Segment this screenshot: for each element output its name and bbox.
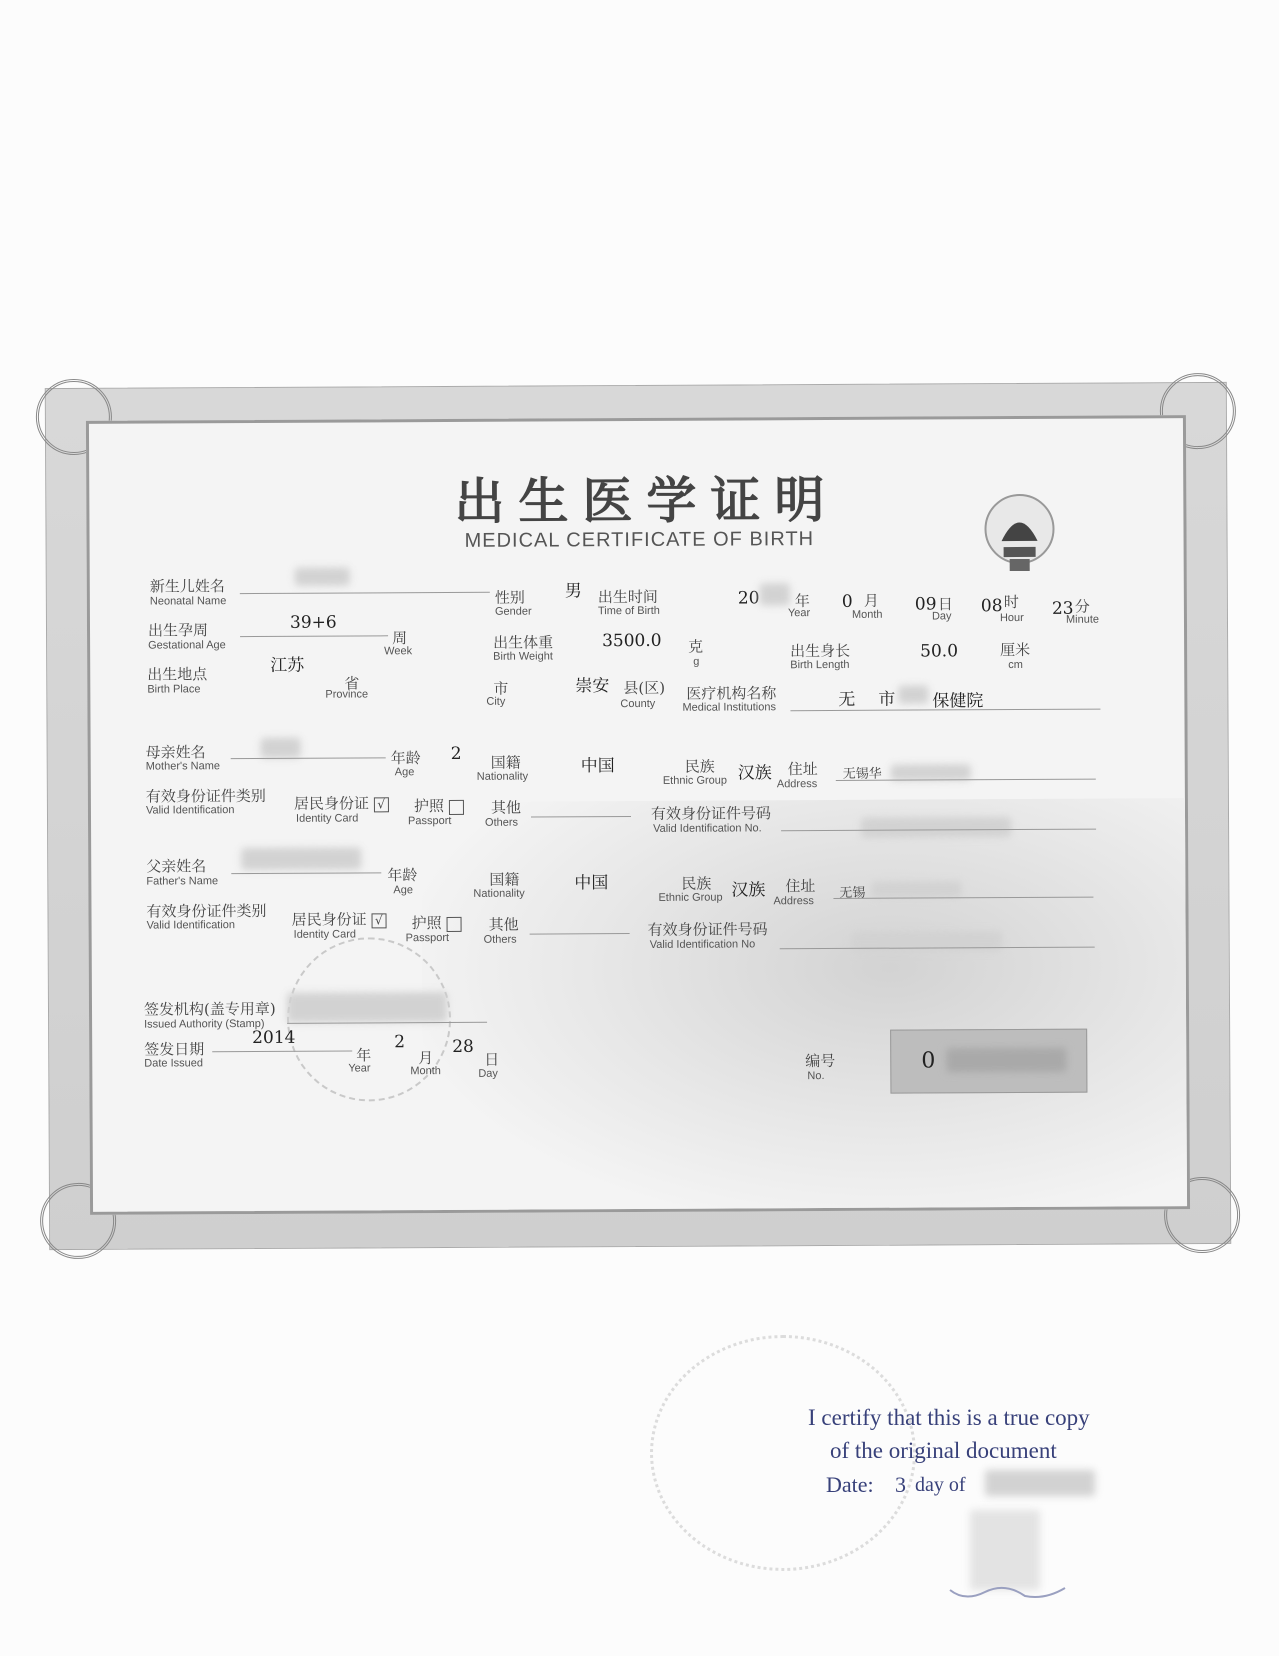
serial-label-en: No. (807, 1070, 825, 1083)
serial-number-box (890, 1029, 1087, 1094)
mother-id-no-label: 有效身份证件号码 (650, 804, 772, 823)
week-unit: 周 (392, 629, 408, 648)
week-unit-en: Week (384, 645, 413, 658)
mother-ethnic-label-en: Ethnic Group (662, 774, 728, 787)
birth-length-value: 50.0 (920, 641, 959, 662)
father-nationality-label-en: Nationality (473, 887, 525, 900)
redacted-serial-number (946, 1048, 1066, 1073)
birth-year-value: 20 (737, 588, 760, 609)
issue-day-value: 28 (452, 1036, 474, 1057)
mother-others-label: 其他 (490, 798, 522, 817)
time-of-birth-label: 出生时间 (597, 587, 658, 607)
birth-weight-value: 3500.0 (602, 630, 662, 652)
father-id-type-label: 有效身份证件类别 (146, 901, 267, 921)
field-line (231, 757, 386, 759)
mother-age-value: 2 (450, 743, 462, 764)
father-name-label-en: Father's Name (146, 875, 219, 888)
mother-ethnic-value: 汉族 (737, 763, 772, 784)
gender-value: 男 (564, 581, 582, 602)
redacted-birth-year (760, 583, 790, 605)
mother-others-label-en: Others (485, 816, 519, 829)
father-passport-option[interactable] (412, 912, 462, 933)
county-unit: 县(区) (623, 678, 666, 698)
year-unit-en: Year (787, 607, 811, 620)
checkbox-checked[interactable]: √ (374, 797, 389, 812)
title-english: MEDICAL CERTIFICATE OF BIRTH (464, 528, 815, 552)
father-ethnic-label: 民族 (681, 874, 712, 893)
father-others-label: 其他 (488, 915, 519, 934)
field-line (240, 635, 388, 637)
checkbox-checked[interactable]: √ (371, 913, 386, 928)
certify-line-1: I certify that this is a true copy (808, 1405, 1090, 1430)
issue-day-unit: 日 (484, 1050, 500, 1069)
gram-unit: 克 (688, 637, 704, 656)
mother-address-value: 无锡华 (842, 766, 882, 782)
month-unit: 月 (863, 591, 879, 610)
birth-minute-value: 23 (1051, 598, 1074, 619)
day-unit: 日 (937, 595, 953, 614)
father-age-label: 年龄 (387, 866, 418, 885)
province-value: 江苏 (270, 655, 305, 676)
mother-id-type-label: 有效身份证件类别 (145, 786, 266, 806)
institution-label: 医疗机构名称 (686, 684, 777, 703)
gestational-age-label: 出生孕周 (147, 621, 209, 640)
gestational-age-label-en: Gestational Age (148, 639, 226, 652)
mother-nationality-value: 中国 (580, 756, 615, 777)
neonatal-name-label: 新生儿姓名 (149, 577, 225, 596)
father-others-label-en: Others (483, 933, 517, 946)
father-id-no-label-en: Valid Identification No (649, 938, 756, 951)
birth-day-value: 09 (914, 594, 937, 615)
father-idcard-option[interactable] (291, 908, 386, 929)
gestational-age-value: 39+6 (289, 612, 337, 633)
institution-value-b: 市 (878, 689, 896, 710)
emblem-icon (979, 489, 1059, 579)
father-age-label-en: Age (393, 884, 413, 897)
minute-unit-en: Minute (1065, 613, 1100, 626)
hour-unit: 时 (1003, 593, 1019, 612)
mother-idcard-label-en: Identity Card (295, 812, 359, 825)
redacted-issued-authority (287, 992, 447, 1023)
certify-date-value: 3 (895, 1472, 906, 1497)
father-address-label: 住址 (785, 877, 816, 896)
redacted-mother-id-no (861, 817, 1011, 838)
checkbox-unchecked[interactable] (449, 799, 464, 814)
passport-label: 护照 (411, 914, 442, 933)
city-unit: 市 (493, 679, 509, 698)
redacted-neonatal-name (295, 568, 350, 586)
institution-value-a: 无 (838, 689, 856, 710)
birth-month-value: 0 (841, 591, 853, 612)
passport-label: 护照 (413, 797, 445, 816)
mother-address-label: 住址 (787, 760, 818, 779)
father-ethnic-label-en: Ethnic Group (658, 891, 723, 904)
mother-address-label-en: Address (776, 778, 818, 791)
great-wall-background (421, 798, 1190, 1215)
issued-authority-label: 签发机构(盖专用章) (143, 999, 276, 1019)
field-line (240, 592, 490, 594)
province-unit-en: Province (325, 688, 369, 701)
institution-value-c: 保健院 (932, 691, 984, 712)
redacted-mother-name (261, 738, 301, 758)
birth-weight-label-en: Birth Weight (493, 650, 553, 663)
mother-age-label-en: Age (394, 766, 415, 779)
certify-date-suffix: day of (915, 1474, 966, 1496)
idcard-label: 居民身份证 (291, 910, 367, 929)
gender-label: 性别 (494, 588, 525, 607)
redacted-father-address (871, 881, 961, 897)
mother-name-label: 母亲姓名 (145, 743, 206, 762)
neonatal-name-label-en: Neonatal Name (149, 595, 227, 608)
father-nationality-label: 国籍 (489, 870, 520, 889)
certify-date-label: Date: (826, 1472, 874, 1497)
mother-passport-option[interactable] (414, 795, 464, 816)
gender-label-en: Gender (494, 605, 532, 618)
province-unit: 省 (344, 674, 360, 693)
redacted-institution (898, 685, 928, 703)
mother-passport-label-en: Passport (407, 814, 452, 828)
issue-year-unit-en: Year (348, 1062, 371, 1075)
hour-unit-en: Hour (999, 611, 1024, 625)
birth-certificate (45, 382, 1231, 1250)
institution-label-en: Medical Institutions (682, 701, 777, 714)
certify-line-2: of the original document (830, 1438, 1057, 1463)
redacted-mother-address (891, 764, 971, 780)
mother-ethnic-label: 民族 (684, 757, 715, 776)
father-name-label: 父亲姓名 (146, 857, 207, 876)
mother-nationality-label-en: Nationality (476, 770, 529, 783)
minute-unit: 分 (1074, 597, 1090, 616)
year-unit: 年 (794, 592, 810, 611)
issue-month-unit: 月 (418, 1049, 434, 1068)
father-id-type-label-en: Valid Identification (146, 919, 236, 932)
cm-unit: 厘米 (1000, 640, 1031, 660)
birth-length-label-en: Birth Length (790, 658, 850, 672)
signature-scribble-icon (945, 1570, 1075, 1610)
issue-month-unit-en: Month (410, 1065, 441, 1078)
redacted-certify-date (985, 1470, 1095, 1496)
birth-hour-value: 08 (980, 596, 1003, 617)
issue-year-value: 2014 (252, 1027, 296, 1049)
birth-length-label: 出生身长 (790, 641, 851, 661)
mother-age-label: 年龄 (390, 749, 421, 768)
certificate-body (86, 415, 1190, 1215)
field-line (231, 872, 381, 874)
month-unit-en: Month (851, 608, 883, 621)
checkbox-unchecked[interactable] (446, 916, 461, 931)
serial-number-value: 0 (921, 1048, 936, 1074)
time-of-birth-label-en: Time of Birth (597, 604, 660, 618)
cm-unit-en: cm (1008, 658, 1023, 672)
mother-name-label-en: Mother's Name (145, 760, 220, 773)
issue-day-unit-en: Day (478, 1067, 498, 1080)
county-unit-en: County (620, 697, 656, 711)
city-unit-en: City (486, 695, 506, 708)
father-nationality-value: 中国 (574, 873, 609, 894)
gram-unit-en: g (693, 655, 700, 668)
birth-place-label: 出生地点 (147, 665, 208, 684)
mother-idcard-option[interactable] (294, 792, 389, 813)
father-passport-label-en: Passport (405, 931, 450, 945)
field-line (836, 779, 1096, 781)
day-unit-en: Day (931, 610, 952, 623)
birth-place-label-en: Birth Place (147, 683, 201, 696)
county-value: 崇安 (575, 676, 610, 697)
redacted-father-name (241, 847, 361, 870)
title-chinese: 出生医学证明 (454, 469, 839, 531)
issued-authority-label-en: Issued Authority (Stamp) (144, 1017, 265, 1031)
father-address-value: 无锡 (839, 885, 866, 901)
mother-nationality-label: 国籍 (490, 753, 521, 772)
father-address-label-en: Address (773, 895, 814, 908)
issue-month-value: 2 (394, 1032, 406, 1053)
date-issued-label: 签发日期 (144, 1040, 205, 1059)
father-idcard-label-en: Identity Card (293, 928, 357, 941)
serial-label: 编号 (805, 1051, 836, 1071)
mother-id-no-label-en: Valid Identification No. (653, 822, 762, 835)
date-issued-label-en: Date Issued (144, 1057, 204, 1070)
father-ethnic-value: 汉族 (731, 880, 766, 901)
mother-id-type-label-en: Valid Identification (145, 804, 235, 817)
father-id-no-label: 有效身份证件号码 (647, 920, 768, 939)
idcard-label: 居民身份证 (293, 794, 369, 813)
birth-weight-label: 出生体重 (493, 633, 554, 652)
issue-year-unit: 年 (356, 1046, 372, 1065)
